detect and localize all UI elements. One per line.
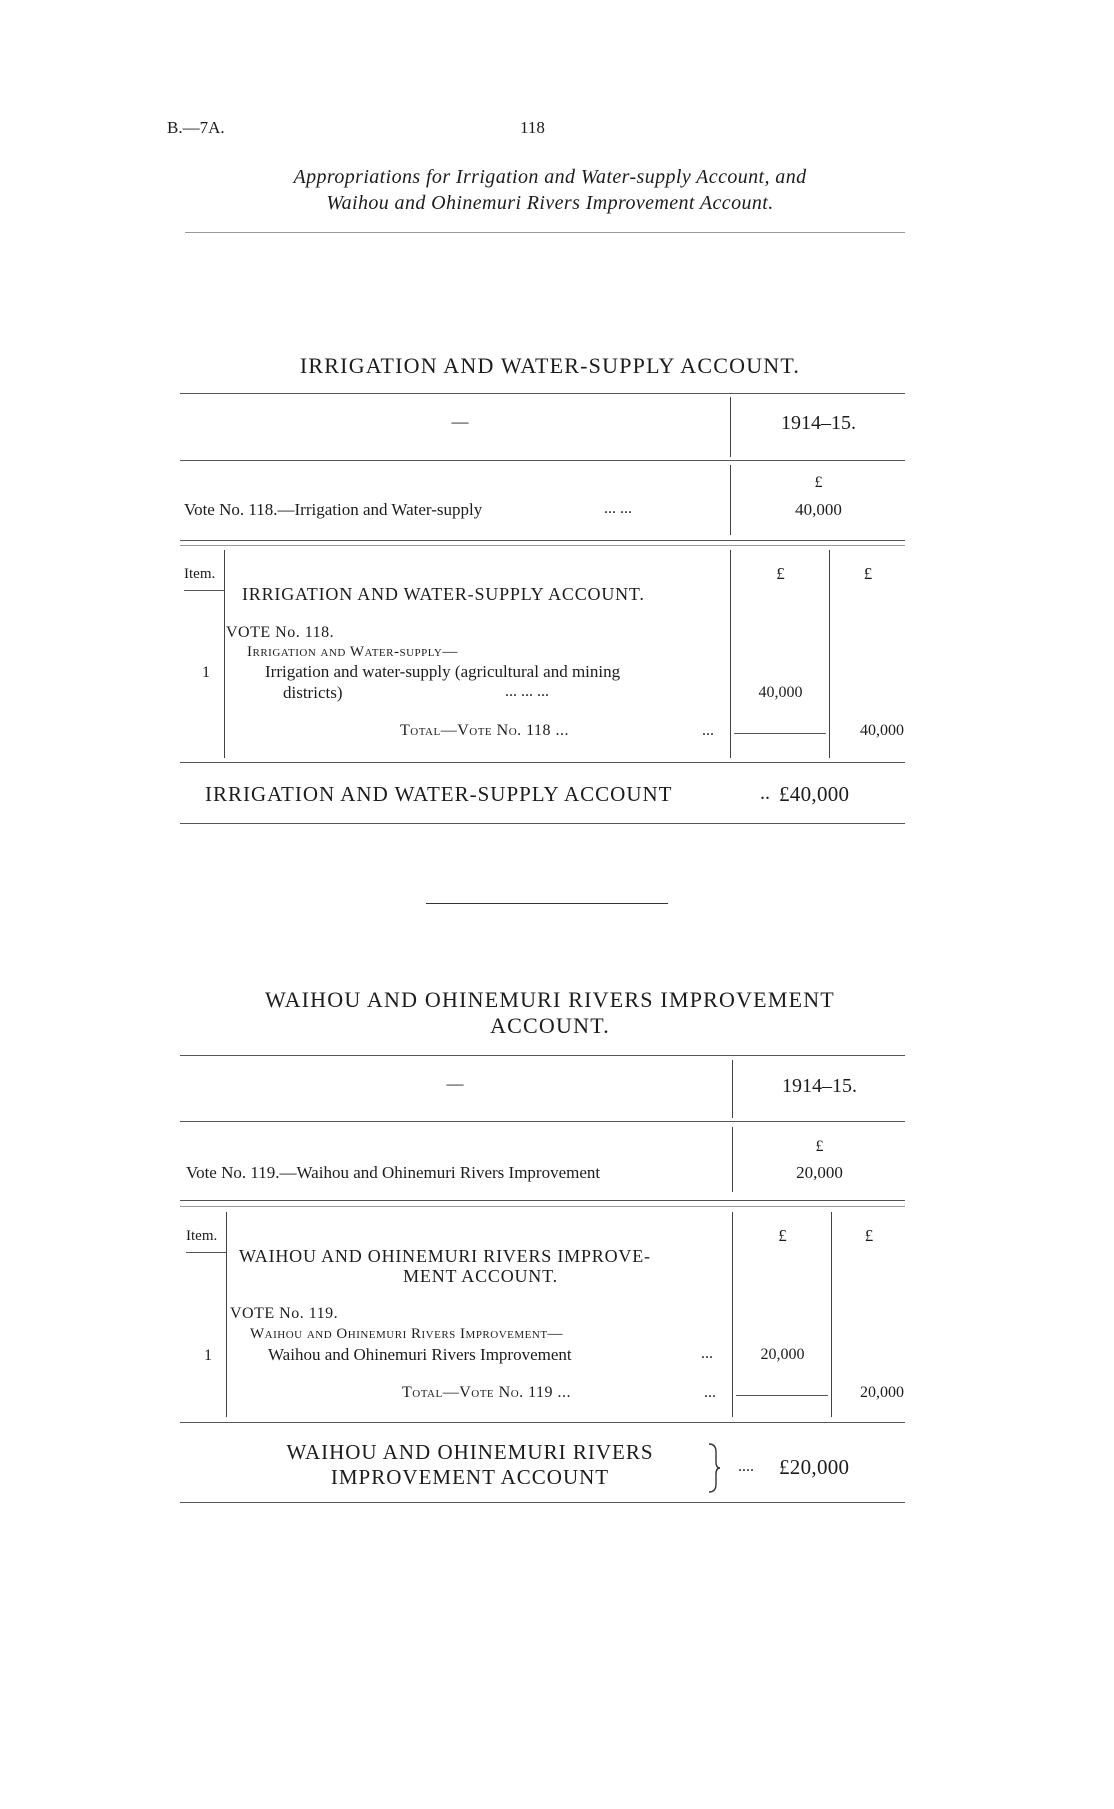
irrigation-detail-item-col-divider (224, 550, 225, 758)
waihou-item-header-rule (186, 1252, 226, 1253)
irrigation-total-amount: 40,000 (860, 722, 904, 739)
irrigation-summary-top-rule (180, 393, 905, 394)
waihou-item-number: 1 (204, 1347, 212, 1364)
irrigation-summary-amount: 40,000 (795, 500, 842, 519)
waihou-item-dots: ... (701, 1345, 713, 1362)
page-title-line-2: Waihou and Ohinemuri Rivers Improvement Account. (326, 192, 774, 214)
waihou-section-heading-line-1: WAIHOU AND OHINEMURI RIVERS IMPROVEMENT (265, 987, 835, 1012)
waihou-summary-col-divider-2 (732, 1127, 733, 1192)
irrigation-detail-vote: VOTE No. 118. (226, 624, 335, 641)
irrigation-item-header-rule (184, 590, 224, 591)
waihou-detail-top-rule (180, 1206, 905, 1207)
waihou-item-amount: 20,000 (760, 1346, 805, 1363)
irrigation-grand-total-rule (180, 823, 905, 824)
waihou-detail-currency-2: £ (864, 1226, 874, 1245)
waihou-total-dots: ... (704, 1384, 716, 1401)
waihou-section-heading-line-2: ACCOUNT. (490, 1013, 610, 1038)
waihou-detail-col-divider-2 (831, 1212, 832, 1417)
waihou-detail-col-divider-1 (732, 1212, 733, 1417)
irrigation-summary-currency: £ (814, 474, 823, 491)
irrigation-item-desc-line-2: districts) (283, 683, 343, 702)
header-divider (185, 232, 905, 233)
irrigation-total-label: Total—Vote No. 118 ... (400, 722, 570, 739)
irrigation-detail-col-divider-1 (730, 550, 731, 758)
waihou-summary-col-divider (732, 1060, 733, 1118)
waihou-total-amount: 20,000 (860, 1384, 904, 1401)
waihou-detail-bottom-rule (180, 1422, 905, 1423)
irrigation-detail-currency-1: £ (776, 564, 785, 583)
waihou-detail-item-col-divider (226, 1212, 227, 1417)
irrigation-grand-total-dots: .. (760, 782, 770, 804)
waihou-grand-total-rule (180, 1502, 905, 1503)
section-separator (426, 903, 668, 904)
irrigation-vote-label: Vote No. 118.—Irrigation and Water-supply (184, 500, 483, 519)
waihou-summary-amount: 20,000 (796, 1163, 843, 1182)
waihou-detail-subhead: Waihou and Ohinemuri Rivers Improvement— (250, 1326, 564, 1342)
irrigation-summary-bottom-rule (180, 540, 905, 541)
waihou-total-rule (736, 1395, 828, 1396)
waihou-detail-currency-1: £ (778, 1226, 787, 1245)
document-reference: B.—7A. (167, 118, 225, 137)
irrigation-item-amount: 40,000 (758, 684, 803, 701)
irrigation-detail-bottom-rule (180, 762, 905, 763)
irrigation-item-header: Item. (184, 566, 216, 582)
irrigation-summary-col-divider-2 (730, 465, 731, 535)
waihou-detail-account-title-line-1: WAIHOU AND OHINEMURI RIVERS IMPROVE- (239, 1246, 651, 1266)
irrigation-summary-year: 1914–15. (781, 412, 856, 434)
irrigation-grand-total-amount: £40,000 (779, 782, 850, 806)
irrigation-vote-dots: ... ... (604, 500, 632, 517)
irrigation-item-number: 1 (202, 664, 210, 681)
irrigation-section-heading: IRRIGATION AND WATER-SUPPLY ACCOUNT. (299, 353, 801, 378)
waihou-grand-total-label-line-2: IMPROVEMENT ACCOUNT (330, 1465, 610, 1489)
waihou-summary-year: 1914–15. (782, 1075, 857, 1097)
waihou-item-desc: Waihou and Ohinemuri Rivers Improvement (268, 1345, 572, 1364)
waihou-grand-total-amount: £20,000 (779, 1455, 850, 1479)
irrigation-item-dots: ... ... ... (505, 683, 549, 700)
waihou-summary-currency: £ (815, 1138, 824, 1155)
waihou-detail-vote: VOTE No. 119. (230, 1305, 339, 1322)
irrigation-detail-subhead: Irrigation and Water-supply— (247, 644, 458, 660)
page-title-line-1: Appropriations for Irrigation and Water-supply Account, and (293, 166, 807, 188)
irrigation-detail-account-title: IRRIGATION AND WATER-SUPPLY ACCOUNT. (242, 584, 645, 604)
waihou-summary-top-rule (180, 1055, 905, 1056)
irrigation-detail-top-rule (180, 545, 905, 546)
right-brace-icon (706, 1442, 722, 1494)
irrigation-grand-total-label: IRRIGATION AND WATER-SUPPLY ACCOUNT (205, 782, 673, 806)
irrigation-total-rule (734, 733, 826, 734)
page-number: 118 (520, 118, 545, 137)
irrigation-detail-currency-2: £ (863, 564, 873, 583)
waihou-vote-label: Vote No. 119.—Waihou and Ohinemuri Rivers Improvement (186, 1163, 601, 1182)
irrigation-total-dots: ... (702, 722, 714, 739)
waihou-grand-total-dots: .... (738, 1458, 754, 1475)
waihou-summary-mid-rule (180, 1121, 905, 1122)
waihou-detail-account-title-line-2: MENT ACCOUNT. (403, 1266, 558, 1286)
waihou-grand-total-label-line-1: WAIHOU AND OHINEMURI RIVERS (286, 1440, 654, 1464)
irrigation-summary-dash: — (451, 412, 469, 431)
irrigation-summary-col-divider (730, 397, 731, 457)
waihou-total-label: Total—Vote No. 119 ... (402, 1384, 572, 1401)
irrigation-item-desc-line-1: Irrigation and water-supply (agricultural and mining (265, 662, 621, 681)
irrigation-summary-mid-rule (180, 460, 905, 461)
waihou-item-header: Item. (186, 1228, 218, 1244)
waihou-summary-bottom-rule (180, 1200, 905, 1201)
irrigation-detail-col-divider-2 (829, 550, 830, 758)
waihou-summary-dash: — (446, 1074, 464, 1093)
